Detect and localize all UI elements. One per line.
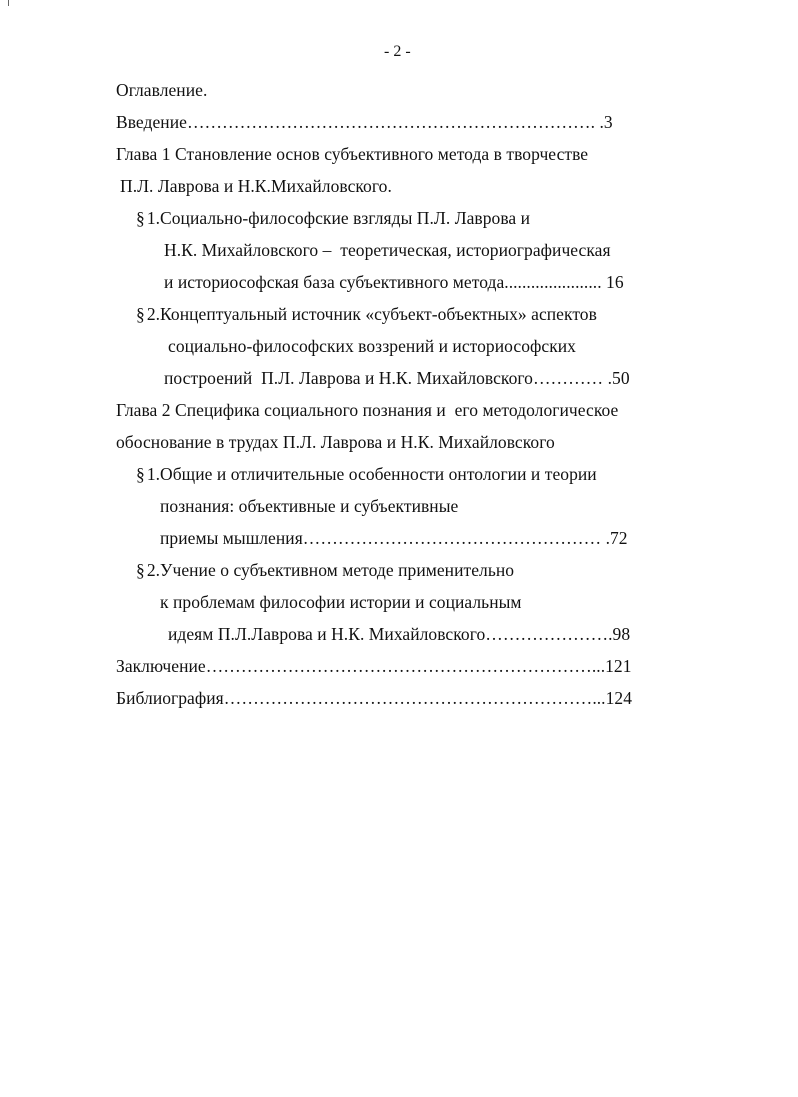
toc-chapter2-section1-line1 [136, 464, 597, 484]
toc-chapter1-section2-line1 [136, 304, 597, 324]
toc-chapter1-section1-line1 [136, 208, 530, 228]
section-mark-icon: § [136, 464, 145, 484]
toc-chapter2-title-line2: обоснование в трудах П.Л. Лаврова и Н.К. Михайловского [116, 432, 555, 452]
section-mark-icon: § [136, 304, 145, 324]
toc-chapter2-section2-line1 [136, 560, 514, 580]
toc-entry-conclusion: Заключение…………………………………………………………...121 [116, 656, 632, 676]
toc-entry-introduction: Введение……………………………………………………………. .3 [116, 112, 613, 132]
toc-chapter1-section2-line2: социально-философских воззрений и историософских [168, 336, 576, 356]
toc-chapter2-section2-line2: к проблемам философии истории и социальным [160, 592, 522, 612]
toc-entry-bibliography: Библиография………………………………………………………...124 [116, 688, 633, 708]
toc-chapter1-section1-line3: и историософская база субъективного метода...................... 16 [164, 272, 624, 292]
toc-chapter2-section2-text1: 2.Учение о субъективном методе применительно [146, 560, 515, 580]
toc-chapter1-section2-text1: 2.Концептуальный источник «субъект-объектных» аспектов [146, 304, 597, 324]
toc-chapter2-title-line1: Глава 2 Специфика социального познания и его методологическое [116, 400, 619, 420]
toc-chapter2-section2-line3: идеям П.Л.Лаврова и Н.К. Михайловского………………….98 [168, 624, 631, 644]
toc-chapter1-section2-line3: построений П.Л. Лаврова и Н.К. Михайловского………… .50 [164, 368, 630, 388]
toc-heading: Оглавление. [116, 80, 208, 100]
section-mark-icon: § [136, 560, 145, 580]
toc-chapter1-section1-line2: Н.К. Михайловского – теоретическая, историографическая [164, 240, 611, 260]
toc-chapter2-section1-line3: приемы мышления…………………………………………… .72 [160, 528, 628, 548]
toc-chapter1-title-line1: Глава 1 Становление основ субъективного метода в творчестве [116, 144, 589, 164]
page-number: - 2 - [384, 43, 411, 60]
toc-chapter2-section1-line2: познания: объективные и субъективные [160, 496, 459, 516]
toc-chapter2-section1-text1: 1.Общие и отличительные особенности онтологии и теории [146, 464, 597, 484]
section-mark-icon: § [136, 208, 145, 228]
toc-chapter1-section1-text1: 1.Социально-философские взгляды П.Л. Лаврова и [146, 208, 531, 228]
toc-chapter1-title-line2: П.Л. Лаврова и Н.К.Михайловского. [120, 176, 392, 196]
scan-artifact [8, 0, 9, 6]
